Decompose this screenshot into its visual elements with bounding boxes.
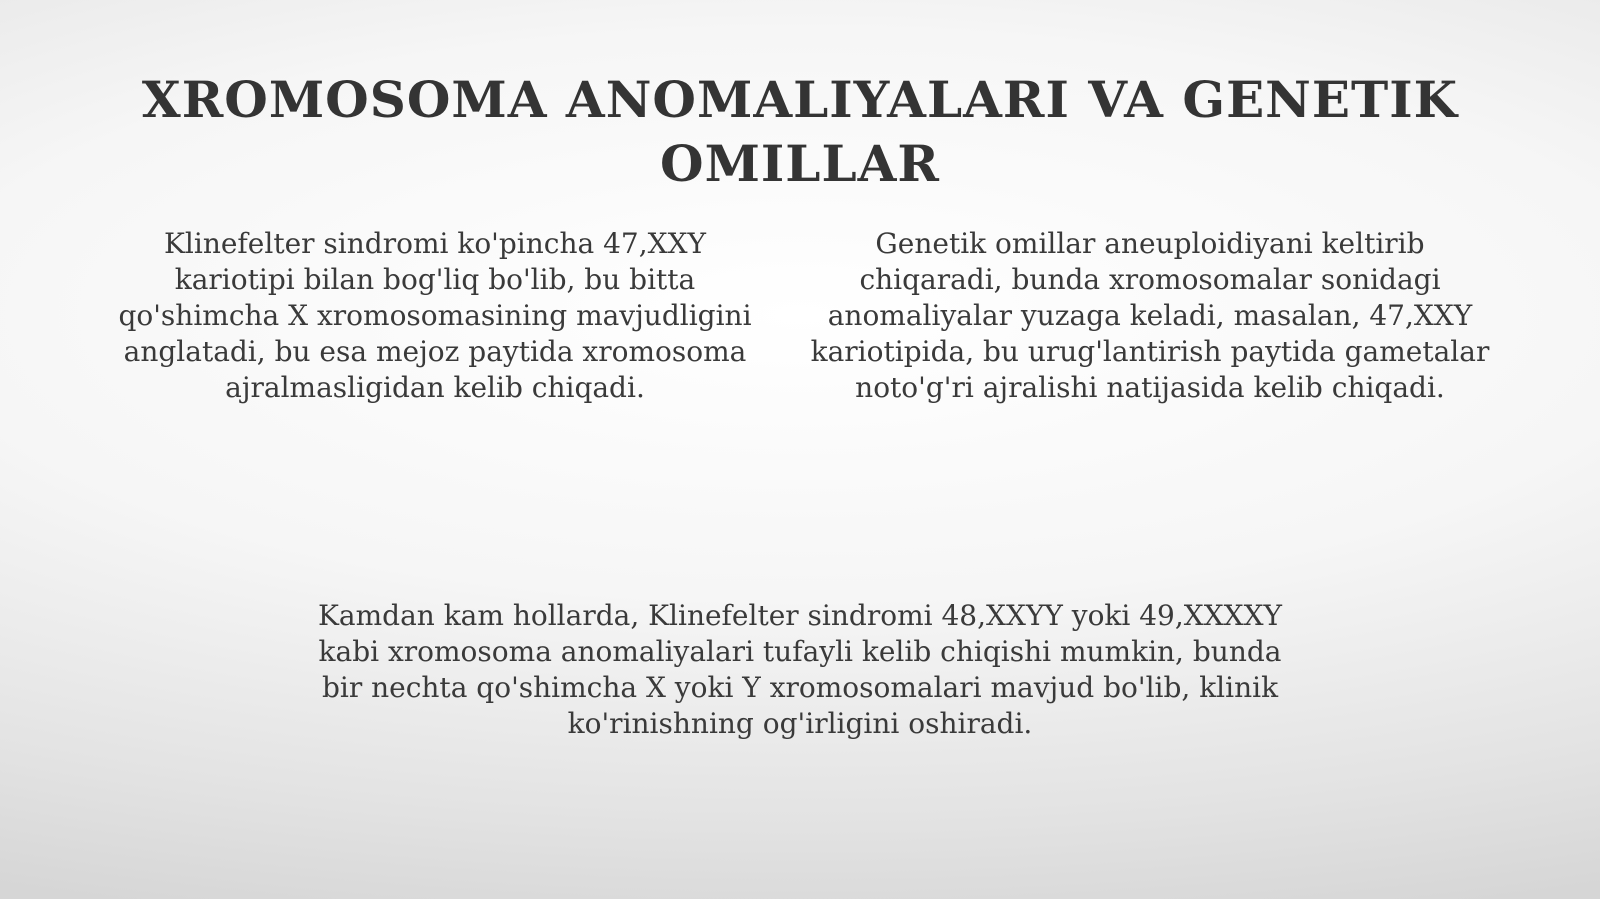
paragraph-bottom: Kamdan kam hollarda, Klinefelter sindromi 48,XXYY yoki 49,XXXXY kabi xromosoma anomaliyalari tufayli kelib chiqishi mumkin, bunda bir nechta qo'shimcha X yoki Y xromosomalari mavjud bo'lib, klinik ko'rinishning og'irligini oshiradi. [318, 599, 1282, 740]
paragraph-right: Genetik omillar aneuploidiyani keltirib chiqaradi, bunda xromosomalar sonidagi anomaliyalar yuzaga keladi, masalan, 47,XXY kariotipida, bu urug'lantirish paytida gametalar noto'g'ri ajralishi natijasida kelib chiqadi. [810, 227, 1490, 404]
paragraph-left: Klinefelter sindromi ko'pincha 47,XXY kariotipi bilan bog'liq bo'lib, bu bitta qo'shimcha X xromosomasining mavjudligini anglatadi, bu esa mejoz paytida xromosoma ajralmasligidan kelib chiqadi. [118, 227, 752, 404]
slide-title: XROMOSOMA ANOMALIYALARI VA GENETIK OMILLAR [141, 70, 1459, 193]
